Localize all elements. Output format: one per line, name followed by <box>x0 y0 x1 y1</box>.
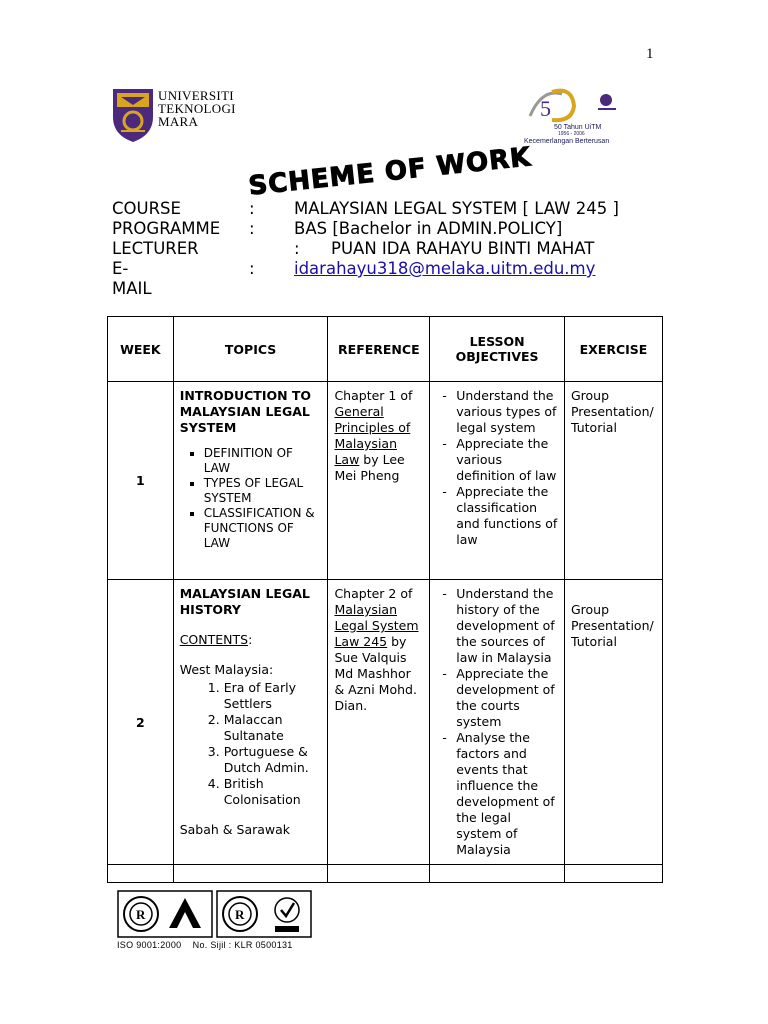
empty-cell <box>108 865 174 883</box>
topic-item: ▪ CLASSIFICATION & FUNCTIONS OF LAW <box>204 506 322 551</box>
empty-cell <box>328 865 430 883</box>
info-label: E-MAIL <box>112 259 152 298</box>
history-item: 4. British Colonisation <box>224 776 322 808</box>
anniversary-text-2: 1956 - 2006 <box>558 131 585 137</box>
reference-book: General Principles of Malaysian Law <box>334 404 411 467</box>
page-number: 1 <box>646 46 654 62</box>
history-item: 1. Era of Early Settlers <box>224 680 322 712</box>
uitm-wordmark <box>158 89 236 128</box>
exercise-text: Group Presentation/ Tutorial <box>570 388 654 435</box>
header-lesson-objectives <box>430 317 565 382</box>
topic-cell <box>173 580 328 865</box>
info-colon: : <box>249 199 255 218</box>
empty-cell <box>564 865 662 883</box>
anniversary-text-3: Kecemerlangan Berterusan <box>524 138 610 145</box>
info-label: LECTURER <box>112 239 199 258</box>
empty-cell <box>173 865 328 883</box>
week-number: 2 <box>108 580 174 865</box>
objectives-cell <box>430 382 565 580</box>
objectives-list <box>436 388 558 548</box>
topic-item: ▪ TYPES OF LEGAL SYSTEM <box>204 476 322 506</box>
document-title: SCHEME OF WORK <box>247 142 533 202</box>
week-number: 1 <box>108 382 174 580</box>
uitm-line-1: UNIVERSITI <box>158 88 234 103</box>
iso-standard: ISO 9001:2000 <box>117 940 182 950</box>
schedule-table <box>107 316 663 883</box>
reference-cell <box>328 580 430 865</box>
header-reference: REFERENCE <box>328 317 430 382</box>
info-value: MALAYSIAN LEGAL SYSTEM [ LAW 245 ] <box>294 199 619 218</box>
west-malaysia-label: West Malaysia: <box>179 662 274 677</box>
iso-certification-icon <box>117 890 313 938</box>
header-week: WEEK <box>108 317 174 382</box>
objective-item: - Appreciate the development of the courts system <box>456 666 558 730</box>
table-row <box>108 382 663 580</box>
certificate-number: No. Sijil : KLR 0500131 <box>192 940 293 950</box>
info-label: COURSE <box>112 199 181 218</box>
info-value: BAS [Bachelor in ADMIN.POLICY] <box>294 219 563 238</box>
exercise-text: Group Presentation/ Tutorial <box>570 602 654 649</box>
anniversary-logo <box>522 86 622 148</box>
info-label: PROGRAMME <box>112 219 221 238</box>
sabah-sarawak-label: Sabah & Sarawak <box>179 822 291 837</box>
history-item: 3. Portuguese & Dutch Admin. <box>224 744 322 776</box>
objective-item: - Analyse the factors and events that influence the development of the legal system of Malaysia <box>456 730 558 858</box>
header-exercise: EXERCISE <box>564 317 662 382</box>
certification-logos <box>117 890 313 938</box>
history-item: 2. Malaccan Sultanate <box>224 712 322 744</box>
objective-item: - Appreciate the classification and functions of law <box>456 484 558 548</box>
exercise-cell <box>564 382 662 580</box>
reference-cell <box>328 382 430 580</box>
empty-cell <box>430 865 565 883</box>
anniversary-text-1: 50 Tahun UiTM <box>554 124 602 131</box>
objective-item: - Understand the history of the development of the sources of law in Malaysia <box>456 586 558 666</box>
reference-author: by Lee Mei Pheng <box>334 452 405 483</box>
contents-label: CONTENTS <box>179 632 249 647</box>
anniversary-emblem-icon <box>522 86 622 126</box>
objectives-list <box>436 586 558 858</box>
uitm-line-2: TEKNOLOGI <box>158 101 236 116</box>
table-row-empty <box>108 865 663 883</box>
info-value: : PUAN IDA RAHAYU BINTI MAHAT <box>294 239 595 258</box>
info-colon: : <box>249 259 255 278</box>
reference-book: Malaysian Legal System Law 245 <box>334 602 419 649</box>
topic-cell <box>173 382 328 580</box>
reference-author: by Sue Valquis Md Mashhor & Azni Mohd. Dian. <box>334 634 417 713</box>
topic-title: INTRODUCTION TO MALAYSIAN LEGAL SYSTEM <box>179 388 312 435</box>
uitm-crest-icon <box>111 87 155 143</box>
iso-caption <box>117 940 293 950</box>
topic-item: ▪ DEFINITION OF LAW <box>204 446 322 476</box>
topic-title: MALAYSIAN LEGAL HISTORY <box>179 586 310 617</box>
svg-text:R: R <box>235 907 245 922</box>
email-link[interactable]: idarahayu318@melaka.uitm.edu.my <box>294 259 596 278</box>
reference-prefix: Chapter 1 of <box>334 388 413 403</box>
table-row <box>108 580 663 865</box>
svg-text:R: R <box>136 907 146 922</box>
west-list <box>180 680 322 808</box>
objectives-cell <box>430 580 565 865</box>
svg-text:5: 5 <box>540 96 551 121</box>
header-topics: TOPICS <box>173 317 328 382</box>
info-colon: : <box>249 219 255 238</box>
objective-item: - Appreciate the various definition of law <box>456 436 558 484</box>
objective-item: - Understand the various types of legal system <box>456 388 558 436</box>
uitm-line-3: MARA <box>158 114 199 129</box>
reference-prefix: Chapter 2 of <box>334 586 413 601</box>
topic-list <box>180 446 322 551</box>
exercise-cell <box>564 580 662 865</box>
table-header-row <box>108 317 663 382</box>
contents-colon: : <box>248 632 253 647</box>
header-lesson-objectives-label: LESSON OBJECTIVES <box>455 334 539 364</box>
